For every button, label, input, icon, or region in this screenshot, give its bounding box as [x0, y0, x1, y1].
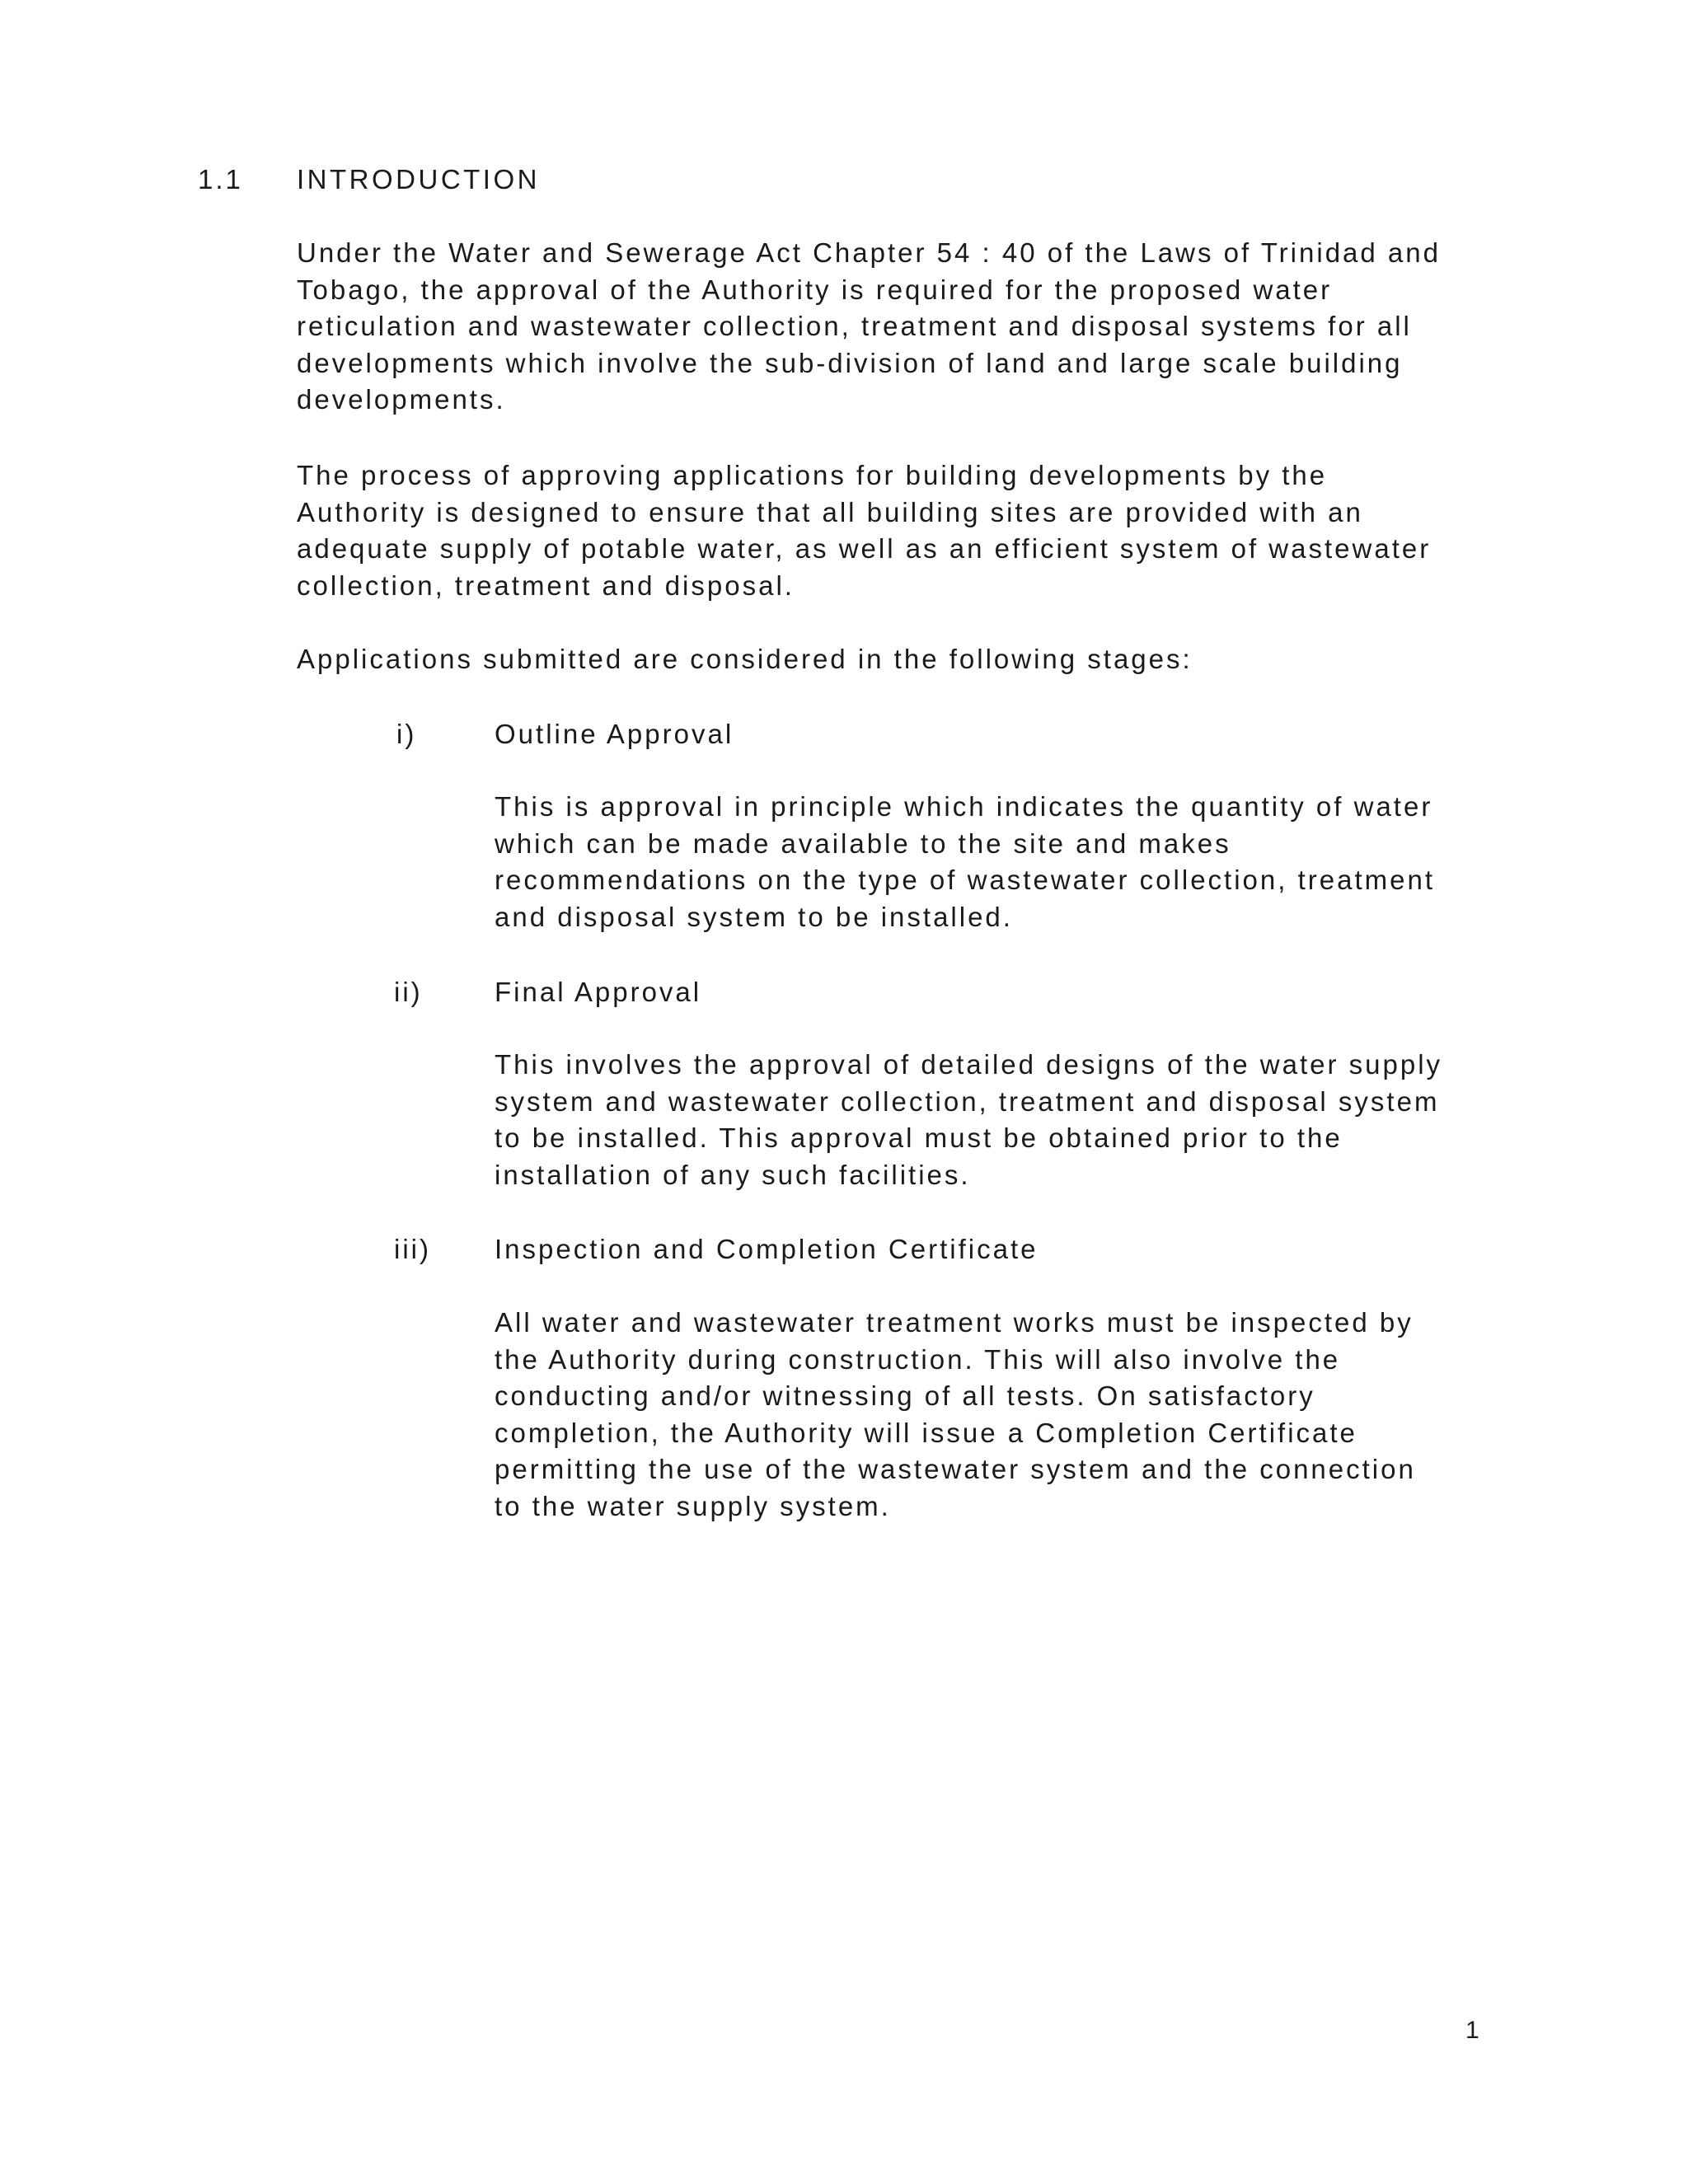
paragraph-line: developments.	[297, 384, 506, 415]
paragraph-line: developments which involve the sub-division of land and large scale building	[297, 347, 1403, 378]
stage-line: This involves the approval of detailed designs of the water supply	[495, 1049, 1443, 1080]
intro-paragraph-2	[297, 457, 1467, 604]
section-number: 1.1	[198, 164, 243, 194]
paragraph-line: reticulation and wastewater collection, treatment and disposal systems for all	[297, 311, 1412, 342]
stage-line: system and wastewater collection, treatment and disposal system	[495, 1085, 1440, 1117]
stage-title-inspection-completion: Inspection and Completion Certificate	[495, 1234, 1039, 1264]
paragraph-line: Authority is designed to ensure that all building sites are provided with an	[297, 496, 1363, 527]
section-title: INTRODUCTION	[297, 164, 540, 194]
stage-line: This is approval in principle which indicates the quantity of water	[495, 791, 1433, 822]
stage-line: installation of any such facilities.	[495, 1159, 971, 1190]
stage-line: the Authority during construction. This will also involve the	[495, 1343, 1341, 1375]
stage-line: permitting the use of the wastewater system and the connection	[495, 1454, 1416, 1485]
paragraph-line: collection, treatment and disposal.	[297, 569, 795, 601]
stage-line: recommendations on the type of wastewater collection, treatment	[495, 865, 1435, 896]
stage-body-inspection-completion	[495, 1305, 1484, 1526]
stage-numeral: i)	[396, 719, 417, 749]
paragraph-line: adequate supply of potable water, as well as an efficient system of wastewater	[297, 533, 1432, 565]
stage-line: All water and wastewater treatment works must be inspected by	[495, 1307, 1414, 1338]
paragraph-line: Tobago, the approval of the Authority is required for the proposed water	[297, 274, 1333, 305]
stage-title-final-approval: Final Approval	[495, 977, 702, 1007]
stage-line: to the water supply system.	[495, 1490, 891, 1521]
stage-body-final-approval	[495, 1047, 1484, 1193]
stage-line: which can be made available to the site and makes	[495, 827, 1231, 859]
stage-line: conducting and/or witnessing of all tests. On satisfactory	[495, 1380, 1315, 1412]
stage-line: and disposal system to be installed.	[495, 901, 1013, 932]
stage-numeral: ii)	[394, 977, 423, 1007]
paragraph-line: Applications submitted are considered in the following stages:	[297, 644, 1193, 674]
stage-line: to be installed. This approval must be obtained prior to the	[495, 1122, 1343, 1154]
paragraph-line: The process of approving applications for building developments by the	[297, 460, 1328, 490]
stage-line: completion, the Authority will issue a Completion Certificate	[495, 1417, 1357, 1448]
stage-title-outline-approval: Outline Approval	[495, 719, 734, 749]
stage-body-outline-approval	[495, 789, 1484, 935]
stage-numeral: iii)	[394, 1234, 431, 1264]
intro-paragraph-1	[297, 235, 1467, 419]
intro-paragraph-3	[297, 641, 1467, 678]
paragraph-line: Under the Water and Sewerage Act Chapter 54 : 40 of the Laws of Trinidad and	[297, 237, 1441, 268]
page-number: 1	[1465, 2017, 1479, 2044]
